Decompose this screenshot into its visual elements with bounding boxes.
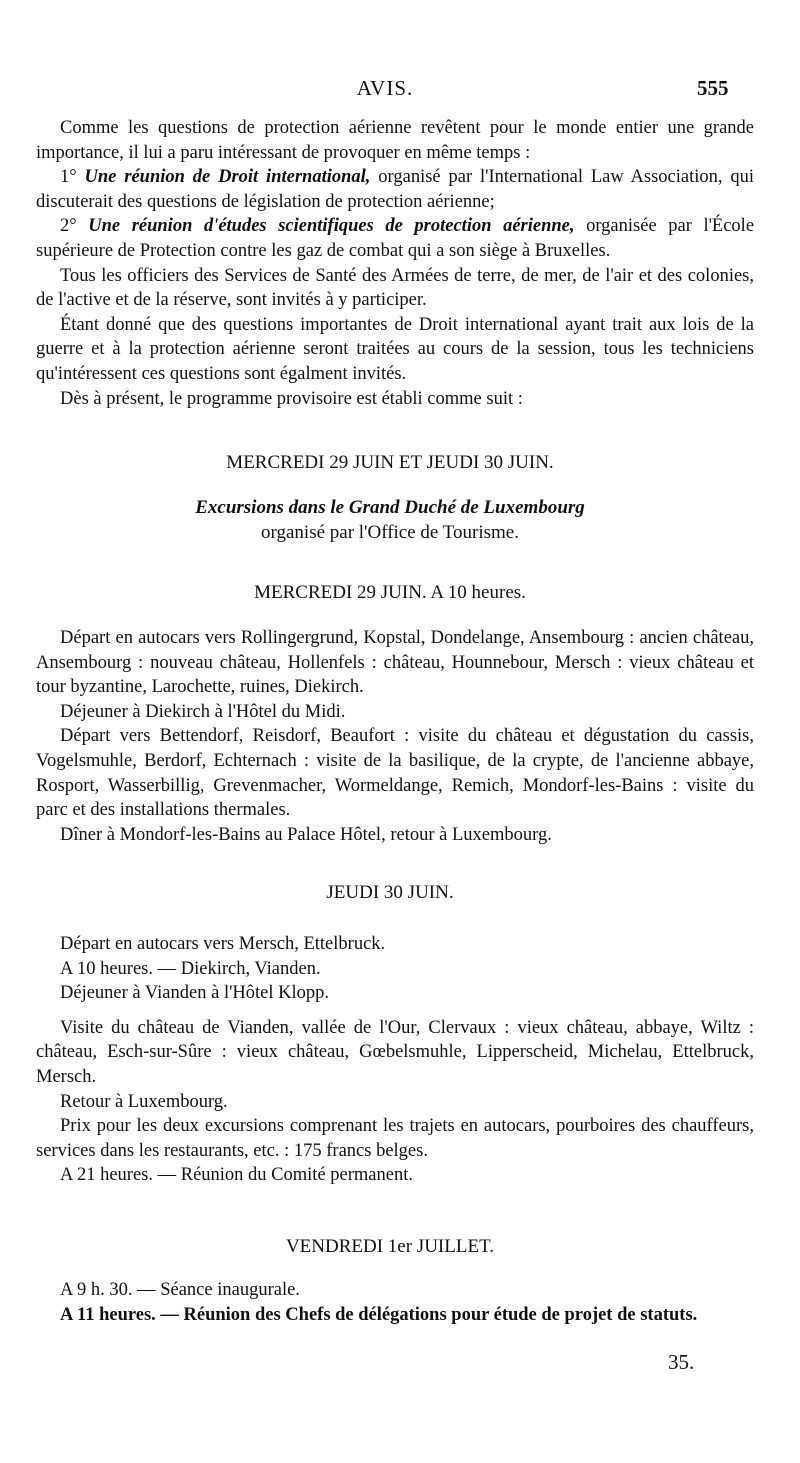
section-2-paragraph-1: Départ en autocars vers Rollingergrund, Kopstal, Dondelange, Ansembourg : ancien château, Ansembourg : nouveau château, Hollenfels : château, Hounnebour, Mersch : vieux château et tour byzantine, Larochette, ruines, Diekirch. <box>36 628 754 698</box>
intro-paragraph-3: Étant donné que des questions importantes de Droit international ayant trait aux lois de la guerre et à la protection aérienne seront traitées au cours de la session, tous les techniciens qu'intéressent ces questions sont égalment invités. <box>36 314 754 384</box>
item-1-title: Une réunion de Droit international, <box>84 167 371 188</box>
item-2-number: 2° <box>60 216 77 237</box>
section-4-heading: VENDREDI 1er JUILLET. <box>285 1236 495 1257</box>
intro-item-1 <box>36 165 754 214</box>
section-2-paragraph-2: Déjeuner à Diekirch à l'Hôtel du Midi. <box>60 701 346 722</box>
section-3-paragraph-7: A 21 heures. — Réunion du Comité permanent. <box>60 1165 413 1186</box>
intro-paragraph-2: Tous les officiers des Services de Santé des Armées de terre, de mer, de l'air et des colonies, de l'active et de la réserve, sont invités à y participer. <box>36 265 754 311</box>
intro-paragraph-1: Comme les questions de protection aérienne revêtent pour le monde entier une grande importance, il lui a paru intéressant de provoquer en même temps : <box>36 118 754 163</box>
item-1-text: organisé par l'International Law Association, qui discuterait des questions de législation de protection aérienne; <box>36 167 755 212</box>
section-2-paragraph-4: Dîner à Mondorf-les-Bains au Palace Hôtel, retour à Luxembourg. <box>60 824 552 845</box>
section-2-heading: MERCREDI 29 JUIN. A 10 heures. <box>254 582 526 603</box>
section-4-paragraph-2-text: A 11 heures. — Réunion des Chefs de délégations pour étude de projet de statuts. <box>60 1304 698 1325</box>
section-3-heading: JEUDI 30 JUIN. <box>326 882 454 903</box>
section-3-paragraph-2: A 10 heures. — Diekirch, Vianden. <box>60 958 321 979</box>
section-4-paragraph-1: A 9 h. 30. — Séance inaugurale. <box>60 1280 300 1300</box>
section-1-heading: MERCREDI 29 JUIN ET JEUDI 30 JUIN. <box>226 452 554 473</box>
item-1-number: 1° <box>60 167 77 188</box>
section-1-subtitle-italic: Excursions dans le Grand Duché de Luxembourg <box>195 497 585 518</box>
section-2-paragraph-3: Départ vers Bettendorf, Reisdorf, Beaufort : visite du château et dégustation du cassis, Vogelsmuhle, Berdorf, Echternach : visite de la basilique, de la crypte, de l'ancienne abbaye, Rosport, Wasserbillig, Grevenmacher, Wormeldange, Remich, Mondorf-les-Bains : visite du parc et des installations thermales. <box>36 726 754 821</box>
item-2-text: organisée par l'École supérieure de Protection contre les gaz de combat qui a son siège à Bruxelles. <box>36 216 755 261</box>
section-4-paragraph-2 <box>36 1303 754 1328</box>
intro-item-2 <box>36 214 754 263</box>
item-2-title: Une réunion d'études scientifiques de protection aérienne, <box>88 216 575 237</box>
running-header-title: AVIS. <box>356 76 414 100</box>
section-2-block <box>36 626 754 847</box>
section-3-paragraph-3: Déjeuner à Vianden à l'Hôtel Klopp. <box>60 983 330 1004</box>
section-3-paragraph-5: Retour à Luxembourg. <box>60 1091 228 1112</box>
section-4-block <box>36 1278 754 1327</box>
section-1-subtitle <box>0 497 780 519</box>
intro-paragraph-4: Dès à présent, le programme provisoire est établi comme suit : <box>60 388 523 409</box>
signature-number: 35. <box>668 1350 695 1374</box>
section-3-paragraph-4: Visite du château de Vianden, vallée de l'Our, Clervaux : vieux château, abbaye, Wiltz : château, Esch-sur-Sûre : vieux château, Gœbelsmuhle, Lipperscheid, Michelau, Ettelbruck, Mersch. <box>36 1017 754 1087</box>
section-3-paragraph-1: Départ en autocars vers Mersch, Ettelbruck. <box>60 934 386 954</box>
section-3-paragraph-6: Prix pour les deux excursions comprenant les trajets en autocars, pourboires des chauffeurs, services dans les restaurants, etc. : 175 francs belges. <box>36 1116 754 1161</box>
page-number: 555 <box>697 76 729 100</box>
intro-block <box>36 116 754 411</box>
section-1-organizer: organisé par l'Office de Tourisme. <box>261 522 519 543</box>
section-3-block <box>36 932 754 1188</box>
